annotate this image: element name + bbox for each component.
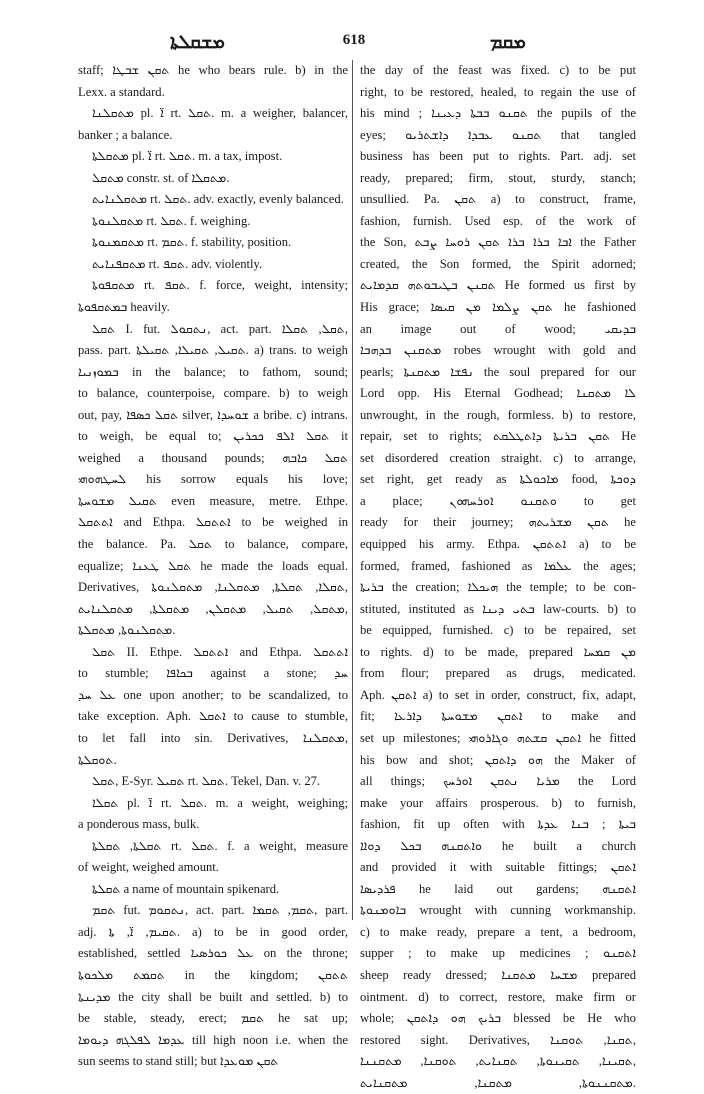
text-line: business has been put to rights. Part. adj. set — [360, 149, 636, 164]
text-line: take exception. Aph. ܐܬܩܠ to cause to stumble, — [78, 709, 348, 724]
text-line: ܡܬܩܠܢܐܝܬ rt. ܬܩܠ. adv. exactly, evenly balanced. — [92, 192, 344, 207]
text-line: out, pay, ܬܩܠ ܟܣܦܐ silver, ܫܘܚܕܐ a bribe. c) intrans. — [78, 407, 348, 422]
text-line: staff; ܬܩܢ ܫܒܛܐ he who bears rule. b) in the — [78, 63, 348, 77]
text-line: to stumble; ܒܟܐܦܐ against a stone; ܚܕ — [78, 666, 348, 681]
text-line: ܡܬܩܠ, ܬܩܝܠ, ܡܬܩܠܢ, ܡܬܩܠܬܐ, ܡܬܩܠܢܐܝܬ, — [78, 601, 348, 616]
text-line: pearls; ܢܦܫܐ ܡܬܩܢܬܐ the soul prepared for our — [360, 364, 636, 379]
text-line: unsullied. Pa. ܬܩܢ a) to construct, frame, — [360, 192, 636, 207]
text-line: ܡܕܝܢܬܐ the city shall be built and settled. b) to — [78, 989, 348, 1004]
text-line: ܬܩܠ I. fut. ܢܬܩܘܠ, act. part. ܬܩܠ, ܬܩܠܐ, — [92, 321, 348, 336]
header-right-syriac: ܡܩܡ — [490, 32, 526, 53]
text-line: Derivatives, ܬܩܠܐ, ܬܩܠܬܐ, ܡܬܩܠܢܐ, ܡܬܩܠܢܘܬܐ, — [78, 580, 348, 595]
text-line: set disordered creation straight. c) to arrange, — [360, 450, 636, 465]
text-line: ܐܬܬܩܠ and Ethpa. ܐܬܬܩܠ to be weighed in — [78, 515, 348, 530]
text-line: His grace; ܬܩܢ ܨܠܡܐ ܡܢ ܩܝܣܐ he fashioned — [360, 300, 636, 315]
text-line: sun seems to stand still; but ܬܩܢ ܡܘܥܕܐ — [78, 1054, 279, 1069]
header-left-syriac: ܡܫܩܠܬܐ — [170, 32, 225, 53]
text-line: ܬܩܝܢܐ, ܬܩܝܢܘܬܐ, ܬܩܢܐܝܬ, ܬܘܩܢܐ, ܡܬܩܢܢܐ, — [360, 1054, 636, 1069]
text-line: ܬܩܠܬܐ, ܬܩܠܬܐ rt. ܬܩܠ. f. a weight, measure — [92, 838, 349, 853]
page-number: 618 — [342, 32, 366, 48]
text-line: ܬܩܠ II. Ethpe. ܐܬܬܩܠ and Ethpa. ܐܬܬܩܠ — [92, 644, 348, 659]
text-line: ܡܬܩܡܢܘܬܐ rt. ܬܩܡ. f. stability, position. — [92, 235, 292, 250]
text-line: from flour; prepared as drugs, medicated. — [360, 666, 636, 681]
text-line: stituted, instituted as ܒܬܝ ܕܝܢܐ law-courts. b) to — [360, 601, 636, 616]
running-header — [74, 30, 672, 56]
text-line: weighed a thousand pounds; ܬܩܠ ܟܐܒܗ — [78, 450, 348, 465]
text-line: the balance. Pa. ܬܩܠ to balance, compare, — [78, 537, 348, 552]
text-line: ܡܬܩܦܢܐܝܬ rt. ܬܩܦ. adv. violently. — [92, 256, 263, 271]
text-line: his bow and shot; ܗܘ ܕܐܬܩܢ the Maker of — [360, 752, 636, 767]
text-line: a ponderous mass, bulk. — [78, 817, 200, 832]
text-line: ܒܡܬܩܦܘܬܐ heavily. — [78, 300, 170, 315]
text-line: to rights. d) to be made, prepared ܡܢ ܩܡܚܐ — [360, 644, 636, 659]
text-line: sheep ready dressed; ܡܫܚܐ ܡܬܩܢܐ prepared — [360, 967, 636, 982]
text-line: ready for their journey; ܬܩܢ ܡܫܪܝܬܗ he — [360, 515, 637, 530]
text-line: to balance, counterpoise, compare. b) to weigh — [78, 386, 348, 401]
text-line: be stable, steady, erect; ܬܩܡ he sat up; — [78, 1011, 348, 1026]
text-line: ܡܬܩܠܢܐ pl. ܐ̈ rt. ܬܩܠ. m. a weigher, balancer, — [92, 106, 348, 121]
text-line: ܡܬܩܠܢܘܬܐ rt. ܬܩܠ. f. weighing. — [92, 213, 251, 228]
text-line: ܡܬܩܦܘܬܐ rt. ܬܩܦ. f. force, weight, intensity; — [92, 278, 348, 293]
text-line: ܡܬܩܠ constr. st. of ܡܬܩܠܐ. — [92, 170, 230, 185]
text-line: make your affairs prosperous. b) to furnish, — [360, 795, 636, 810]
text-line: all things; ܡܪܝܐ ܢܬܩܢ ܐܘܪܚܟ the Lord — [360, 774, 636, 789]
dictionary-page — [74, 30, 672, 1090]
text-line: set up milestones; ܐܬܩܢ ܩܫܬܗ ܘܓܐܪܘܗܝ he fitted — [360, 730, 636, 745]
text-line: an image out of wood; ܒܕܝܩܝ — [360, 321, 636, 336]
text-line: to weigh, be equal to; ܬܩܠ ܐܠܦ ܟܟܪܝܢ it — [78, 429, 349, 444]
text-line: eyes; ܬܩܢܘ ܥܒܕܐ ܕܐܫܬܪܝܘ that tangled — [360, 127, 637, 142]
text-line: of weight, weighed amount. — [78, 860, 219, 875]
column-divider — [352, 60, 353, 920]
text-line: equipped his army. Ethpa. ܐܬܬܩܢ a) to be — [360, 537, 636, 552]
text-line: ܬܩܡ fut. ܢܬܩܘܡ, act. part. ܬܩܡ, ܬܩܡܐ, part. — [92, 903, 349, 918]
text-line: ܘܐܬܩܢܗ ܒܟܠ ܕܘܐܐ he built a church — [360, 838, 636, 853]
text-line: supper ; to make up medicines ; ܐܬܩܢܘ — [360, 946, 636, 961]
text-line: banker ; a balance. — [78, 127, 173, 142]
text-line: ܬܩܝܠ ܡܫܘܚܬܐ even measure, metre. Ethpe. — [78, 493, 348, 508]
text-line: ointment. d) to correct, restore, make firm or — [360, 989, 636, 1004]
text-line: ܬܩܠ, E-Syr. ܬܩܝܠ rt. ܬܩܠ. Tekel, Dan. v. 27. — [92, 774, 321, 789]
right-column — [360, 60, 637, 1090]
text-line: ready, prepared; firm, stout, sturdy, stanch; — [360, 170, 636, 185]
text-line: ܬܩܠܬܐ a name of mountain spikenard. — [92, 881, 280, 896]
text-line: created, the Son formed, the Spirit adorned; — [360, 256, 636, 271]
text-line: c) to make ready, prepare a tent, a bedroom, — [360, 924, 636, 939]
text-line: repair, set to rights; ܬܩܢ ܒܪܝܬܐ ܕܐܬܛܠܩܬ He — [360, 429, 636, 444]
left-column — [78, 60, 349, 1069]
text-line: ܬܘܩܠܬܐ. — [78, 752, 117, 767]
text-line: restored sight. Derivatives, ܬܩܢܐ, ܬܘܩܢܐ, — [360, 1032, 636, 1047]
text-line: fashion, fit up often with ܒܝܬܐ ; ܒܢܐ ܥܕܬܐ — [360, 817, 636, 832]
text-line: whole; ܒܪܝܟ ܗܘ ܕܐܬܩܢ blessed be He who — [360, 1011, 636, 1026]
text-line: be equipped, furnished. c) to be repaired, set — [360, 623, 636, 638]
text-line: fashion, furnish. Used esp. of the work of — [360, 213, 636, 228]
text-line: his mind ; ܬܩܢܘ ܒܒܬܐ ܕܥܝܢܐ the pupils of the — [360, 106, 636, 121]
text-line: ܒܪܝܬܐ the creation; ܗܝܟܠܐ the temple; to be con- — [360, 580, 636, 595]
text-line: unwrought, in the rough, formless. b) to restore, — [360, 407, 636, 422]
text-line: ܬܩܢܢ ܒܛܝܒܘܬܗ ܩܕܡܐܝܬ He formed us first by — [360, 278, 636, 293]
text-line: fit; ܐܬܩܢ ܡܫܘܚܬܐ ܕܐܪܥܐ to make and — [360, 709, 636, 724]
text-line: ܒܡܘܙܢܝܐ in the balance; to fathom, sound; — [78, 364, 348, 379]
text-line: ܡܬܩܢܢ ܒܕܗܒܐ robes wrought with gold and — [360, 343, 636, 358]
text-line: ܬܩܡܬ ܡܠܟܘܬܐ in the kingdom; ܬܬܩܢ — [78, 967, 348, 982]
text-line: the Son, ܐܒܐ ܒܪܐ ܒܪܐ ܬܩܢ ܪܘܚܐ ܨܒܬ the Father — [360, 235, 636, 250]
text-line: adj. ܬܩܝܡ, ܐ̈, ܬܐ. a) to be in good order, — [78, 924, 348, 939]
text-line: right, to be restored, healed, to regain the use of — [360, 84, 636, 99]
text-line: Aph. ܐܬܩܢ a) to set in order, construct, fix, adapt, — [360, 687, 636, 702]
text-line: equalize; ܬܩܠ ܛܥܢܐ he made the loads equal. — [78, 558, 348, 573]
text-line: ܥܕܡܐ ܠܦܠܓܗ ܕܝܘܡܐ till high noon i.e. when the — [78, 1032, 348, 1047]
text-line: ܠܚܛܗܘܗܝ his sorrow equals his love; — [78, 472, 348, 487]
text-line: ܥܠ ܚܕ one upon another; to be scandalized, to — [78, 687, 348, 702]
text-line: and provided it with suitable fittings; ܐܬܩܢ — [360, 860, 636, 875]
text-line: a place; ܘܬܩܢܘ ܐܘܪܚܗܘܢ to get — [360, 493, 636, 508]
text-line: ܒܐܘܡܢܘܬܐ wrought with cunning workmanship. — [360, 903, 636, 918]
text-line: to let fall into sin. Derivatives, ܡܬܩܠܢܐ, — [78, 730, 348, 745]
text-line: Lexx. a standard. — [78, 84, 165, 99]
text-line: ܡܬܩܠܬܐ pl. ܐ̈ rt. ܬܩܠ. m. a tax, impost. — [92, 149, 283, 164]
text-line: ܦܪܕܝܣܐ he laid out gardens; ܐܬܩܢܗ — [360, 881, 636, 896]
text-line: formed, framed, fashioned as ܥܠܡܐ the ages; — [360, 558, 636, 573]
text-line: established, settled ܥܠ ܟܘܪܣܝܐ on the throne; — [78, 946, 348, 961]
text-line: ܡܬܩܢܢܘܬܐ, ܡܬܩܢܐ, ܡܬܩܢܐܝܬ. — [360, 1075, 636, 1090]
text-line: Lord opp. His Eternal Godhead; ܠܐ ܡܬܩܢܐ — [360, 386, 637, 401]
text-line: the day of the feast was fixed. c) to be put — [360, 63, 636, 77]
text-line: set right, get ready as ܡܐܟܘܠܬܐ food, ܕܘܟܬܐ — [360, 472, 636, 487]
text-line: ܬܩܠܐ pl. ܐ̈ rt. ܬܩܠ. m. a weight, weighing; — [92, 795, 348, 810]
text-line: pass. part. ܬܩܝܠ, ܬܩܝܠܐ, ܬܩܝܠܬܐ. a) trans. to weigh — [78, 343, 348, 358]
text-line: ܡܬܩܠܢܘܬܐ, ܡܬܩܠܬܐ. — [78, 623, 176, 638]
